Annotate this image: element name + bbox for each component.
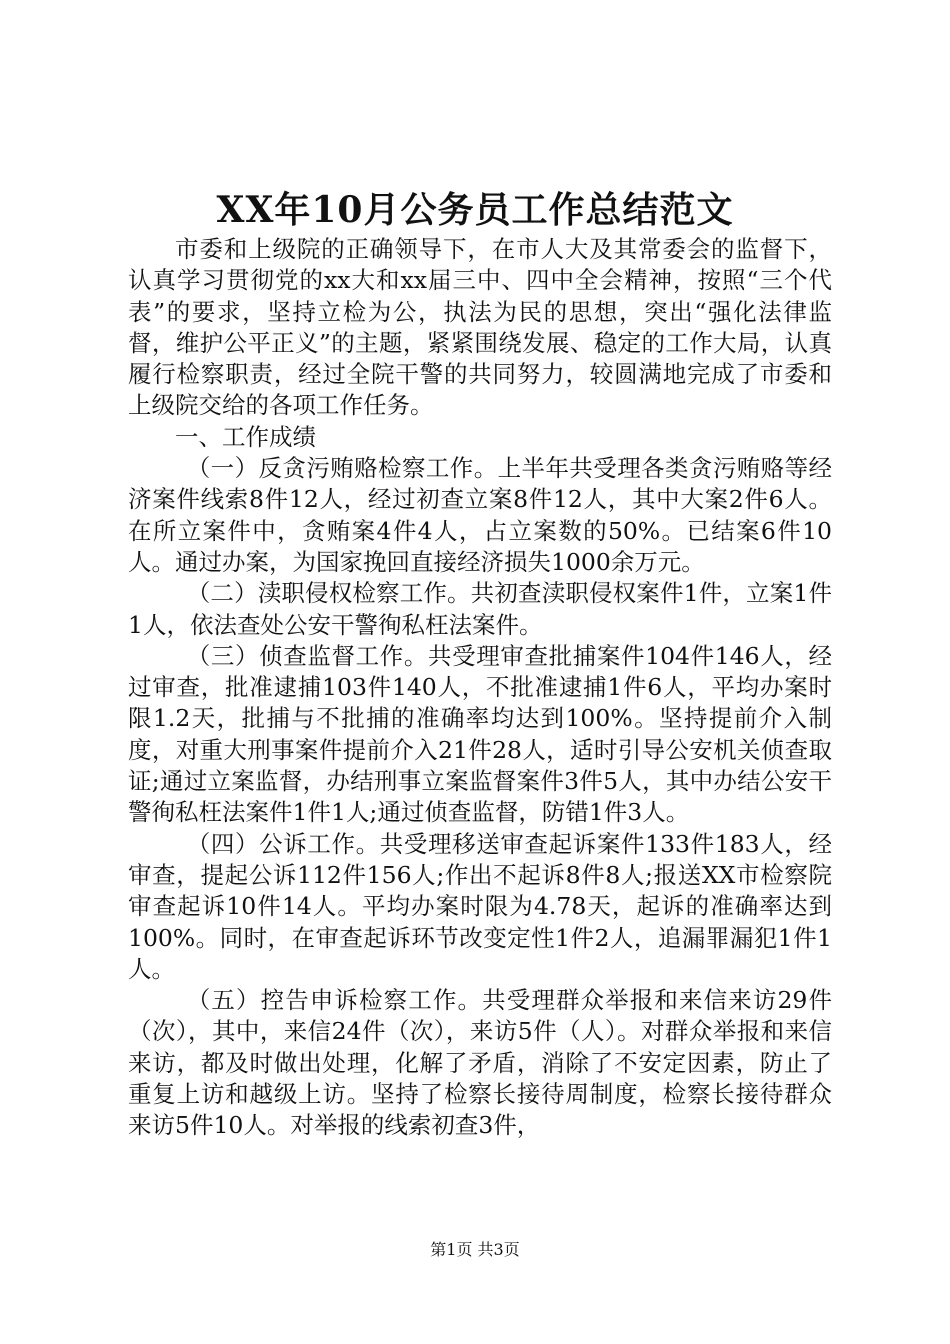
section-heading: 一、工作成绩 xyxy=(175,422,316,451)
document-title: XX年10月公务员工作总结范文 xyxy=(216,189,734,231)
intro-paragraph: 市委和上级院的正确领导下，在市人大及其常委会的监督下，认真学习贯彻党的xx大和xx届三中、四中全会精神，按照“三个代表”的要求，坚持立检为公，执法为民的思想，突出“强化法律监督，维护公平正义”的主题，紧紧围绕发展、稳定的工作大局，认真履行检察职责，经过全院干警的共同努力，较圆满地完成了市委和上级院交给的各项工作任务。 xyxy=(128,235,832,420)
paragraph-item-1: （一）反贪污贿赂检察工作。上半年共受理各类贪污贿赂等经济案件线索8件12人，经过初查立案8件12人，其中大案2件6人。在所立案件中，贪贿案4件4人，占立案数的50%。已结案6件10人。通过办案，为国家挽回直接经济损失1000余万元。 xyxy=(128,454,832,576)
paragraph-item-5: （五）控告申诉检察工作。共受理群众举报和来信来访29件（次），其中，来信24件（次），来访5件（人）。对群众举报和来信来访，都及时做出处理，化解了矛盾，消除了不安定因素，防止了重复上访和越级上访。坚持了检察长接待周制度，检察长接待群众来访5件10人。对举报的线索初查3件， xyxy=(128,986,832,1140)
paragraph-item-3: （三）侦查监督工作。共受理审查批捕案件104件146人，经过审查，批准逮捕103件140人，不批准逮捕1件6人，平均办案时限1.2天，批捕与不批捕的准确率均达到100%。坚持提前介入制度，对重大刑事案件提前介入21件28人，适时引导公安机关侦查取证;通过立案监督，办结刑事立案监督案件3件5人，其中办结公安干警徇私枉法案件1件1人;通过侦查监督，防错1件3人。 xyxy=(128,641,832,827)
paragraph-item-4: （四）公诉工作。共受理移送审查起诉案件133件183人，经审查，提起公诉112件156人;作出不起诉8件8人;报送XX市检察院审查起诉10件14人。平均办案时限为4.78天，起诉的准确率达到100%。同时，在审查起诉环节改变定性1件2人，追漏罪漏犯1件1人。 xyxy=(128,829,832,983)
paragraph-item-2: （二）渎职侵权检察工作。共初查渎职侵权案件1件，立案1件1人，依法查处公安干警徇私枉法案件。 xyxy=(128,579,832,639)
page-footer: 第1页 共3页 xyxy=(430,1240,520,1259)
document-body xyxy=(128,234,832,1142)
